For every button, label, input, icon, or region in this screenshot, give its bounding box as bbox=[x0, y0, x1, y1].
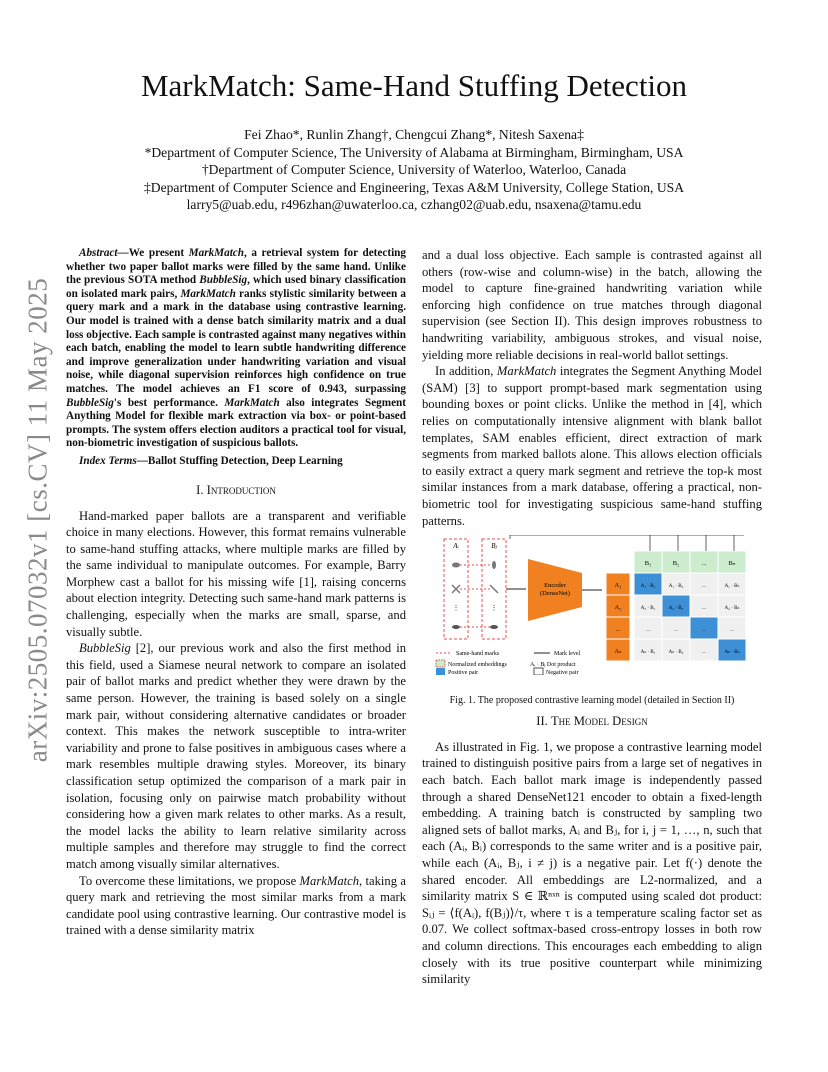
authors: Fei Zhao*, Runlin Zhang†, Chengcui Zhang*, Nitesh Saxena‡ bbox=[244, 127, 584, 142]
col-a-label: Aᵢ bbox=[453, 542, 459, 551]
row-head-label: A₁ bbox=[614, 582, 622, 590]
encoder-label: Encoder bbox=[544, 582, 566, 590]
svg-text:⋮: ⋮ bbox=[452, 604, 460, 613]
legend-dot-product: Aᵢ · Bⱼ Dot product bbox=[530, 662, 576, 669]
section-1-heading: I. Introduction bbox=[196, 482, 276, 497]
right-paragraph-1: and a dual loss objective. Each sample is contrasted against all others (row-wise and column-wise) in the batch, allowing the model to capture fine-grained handwriting variation while enforcing high confidence on true matches through diagonal supervision (see Section II). This design improves robustness to handwriting variability, ambiguous strokes, and visual noise, yielding more reliable decisions in real-world ballot settings. bbox=[422, 248, 762, 362]
mark-icons bbox=[452, 561, 498, 629]
right-paragraph-2: In addition, MarkMatch integrates the Segment Anything Model (SAM) [3] to support prompt-based mark segmentation using bounding boxes or point clicks. Unlike the method in [4], which relies on computationally intensive alignment with blank ballot templates, SAM enables efficient, direct extraction of mark segments from marked ballots alone. This allows election officials to easily extract a query mark segment and retrieve the top-k most similar instances from a mark database, offering a practical, non-biometric tool for investigating suspicious same-hand stuffing patterns. bbox=[422, 364, 762, 528]
section-2-heading: II. The Model Design bbox=[536, 714, 648, 729]
model-paragraph-1: As illustrated in Fig. 1, we propose a contrastive learning model trained to distinguish positive pairs from a large set of negatives in each batch. Each ballot mark image is independently passed through a shared DenseNet121 encoder to obtain a fixed-length embedding. A training batch is constructed by sampling two aligned sets of ballot marks, Aᵢ and Bⱼ, for i, j = 1, …, n, such that each (Aᵢ, Bᵢ) corresponds to the same writer and is a positive pair, while each (Aᵢ, Bⱼ, i ≠ j) is a negative pair. Let f(·) denote the shared encoder. All embeddings are L2-normalized, and a similarity matrix S ∈ ℝⁿˣⁿ is computed using scaled dot product: Sᵢⱼ = ⟨f(Aᵢ), f(Bⱼ)⟩/τ, where τ is a temperature scaling factor set as 0.07. We collect softmax-based cross-entropy losses in both row and column directions. This encourages each embedding to align closely with its true positive counterpart while minimizing similarity bbox=[422, 739, 762, 987]
paper-title: MarkMatch: Same-Hand Stuffing Detection bbox=[140, 68, 688, 103]
pair-cell-label: Aₙ · B₂ bbox=[668, 650, 684, 656]
pair-cell-label: A₂ · Bₙ bbox=[724, 606, 740, 612]
legend-mark-level: Mark level bbox=[554, 651, 581, 658]
abstract: Abstract—We present MarkMatch, a retrieval system for detecting whether two paper ballot marks were filled by the same hand. Unlike the previous SOTA method BubbleSig, which used binary classification on isolated mark pairs, MarkMatch ranks stylistic similarity between a query mark and a mark in the database using contrastive learning. Our model is trained with a dense batch similarity matrix and a dual loss objective. Each sample is contrasted against many negatives within each batch, enabling the model to learn subtle handwriting difference and improve generalization under handwriting variation and visual noise, while diagonal supervision reinforces high confidence on true matches. The model achieves an F1 score of 0.943, surpassing BubbleSig's best performance. MarkMatch also integrates Segment Anything Model for flexible mark extraction via box- or point-based prompts. The system offers election auditors a practical tool for visual, non-biometric investigation of suspicious ballots. bbox=[66, 247, 406, 450]
col-head-label: ... bbox=[701, 560, 707, 568]
intro-paragraph-2: BubbleSig [2], our previous work and also the first method in this field, used a Siamese neural network to compare an isolated pair of ballot marks and predict whether they were drawn by the same person. However, the training is based solely on a single mark pair, without considering alternative candidates or broader context. This makes the network susceptible to intra-writer variability and prone to false positives in ambiguous cases where a mark resembles multiple drawing styles. Moreover, its binary classification setup optimized the comparison of a mark pair in isolation, focusing only on pairwise match probability without considering how a given mark relates to other marks. As a result, the model lacks the ability to learn relative similarity across multiple samples and therefore may struggle to find the correct match among visually similar alternatives. bbox=[66, 641, 406, 871]
col-b-label: Bⱼ bbox=[491, 542, 497, 551]
legend-same-hand: Same-hand marks bbox=[456, 651, 500, 658]
legend bbox=[436, 651, 580, 675]
affiliation-1: *Department of Computer Science, The University of Alabama at Birmingham, Birmingham, USA bbox=[144, 144, 684, 160]
similarity-matrix bbox=[606, 551, 746, 661]
right-column bbox=[422, 247, 762, 988]
pair-cell-label: A₁ · B₂ bbox=[668, 584, 684, 590]
pair-cell-label: ... bbox=[730, 628, 734, 634]
figure-caption: Fig. 1. The proposed contrastive learning model (detailed in Section II) bbox=[449, 694, 735, 706]
index-terms: Index Terms—Ballot Stuffing Detection, Deep Learning bbox=[79, 454, 343, 467]
legend-positive: Positive pair bbox=[448, 670, 479, 676]
col-head-label: B₂ bbox=[672, 560, 680, 568]
legend-negative: Negative pair bbox=[546, 670, 579, 676]
pair-cell-label: ... bbox=[702, 650, 706, 656]
row-head-label: A₂ bbox=[614, 604, 622, 612]
affiliation-3: ‡Department of Computer Science and Engineering, Texas A&M University, College Station, USA bbox=[143, 179, 685, 195]
legend-normalized: Normalized embeddings bbox=[448, 662, 507, 669]
pair-cell-label: A₂ · B₁ bbox=[640, 606, 656, 612]
intro-paragraph-1: Hand-marked paper ballots are a transparent and verifiable choice in many elections. However, this format remains vulnerable to same-hand stuffing attacks, where multiple marks are filled by the same individual to manipulate outcomes. For example, Barry Morphew cast a ballot for his missing wife [1], raising concerns about election integrity. Detecting such same-hand mark patterns is challenging, especially when the marks are small, sparse, and visually subtle. bbox=[66, 508, 406, 639]
pair-cell-label: ... bbox=[646, 628, 650, 634]
encoder-sub-label: (DenseNet) bbox=[540, 590, 570, 598]
pair-cell-label: A₁ · B₁ bbox=[640, 584, 656, 590]
intro-paragraph-3: To overcome these limitations, we propose MarkMatch, taking a query mark and retrieving the most similar marks from a mark candidate pool using contrastive learning. Our contrastive model is trained with a dense similarity matrix bbox=[66, 873, 406, 938]
svg-text:⋮: ⋮ bbox=[490, 604, 498, 613]
pair-cell-label: ... bbox=[702, 584, 706, 590]
arxiv-watermark: arXiv:2505.07032v1 [cs.CV] 11 May 2025 bbox=[22, 277, 53, 763]
pair-cell-label: A₂ · B₂ bbox=[668, 606, 684, 612]
col-head-label: Bₙ bbox=[728, 560, 736, 568]
pair-cell-label: Aₙ · B₁ bbox=[640, 650, 656, 656]
author-block bbox=[0, 126, 828, 214]
emails: larry5@uab.edu, r496zhan@uwaterloo.ca, czhang02@uab.edu, nsaxena@tamu.edu bbox=[186, 197, 642, 212]
row-head-label: Aₙ bbox=[614, 648, 622, 656]
col-head-label: B₁ bbox=[644, 560, 652, 568]
figure-1-diagram bbox=[422, 535, 762, 675]
pair-cell-label: ... bbox=[702, 628, 706, 634]
left-column bbox=[66, 247, 406, 939]
pair-cell-label: ... bbox=[674, 628, 678, 634]
affiliation-2: †Department of Computer Science, University of Waterloo, Waterloo, Canada bbox=[201, 162, 627, 177]
row-head-label: ... bbox=[615, 626, 621, 634]
pair-cell-label: ... bbox=[702, 606, 706, 612]
top-connectors bbox=[510, 535, 744, 551]
pair-cell-label: A₁ · Bₙ bbox=[724, 584, 740, 590]
pair-cell-label: Aₙ · Bₙ bbox=[724, 650, 740, 656]
